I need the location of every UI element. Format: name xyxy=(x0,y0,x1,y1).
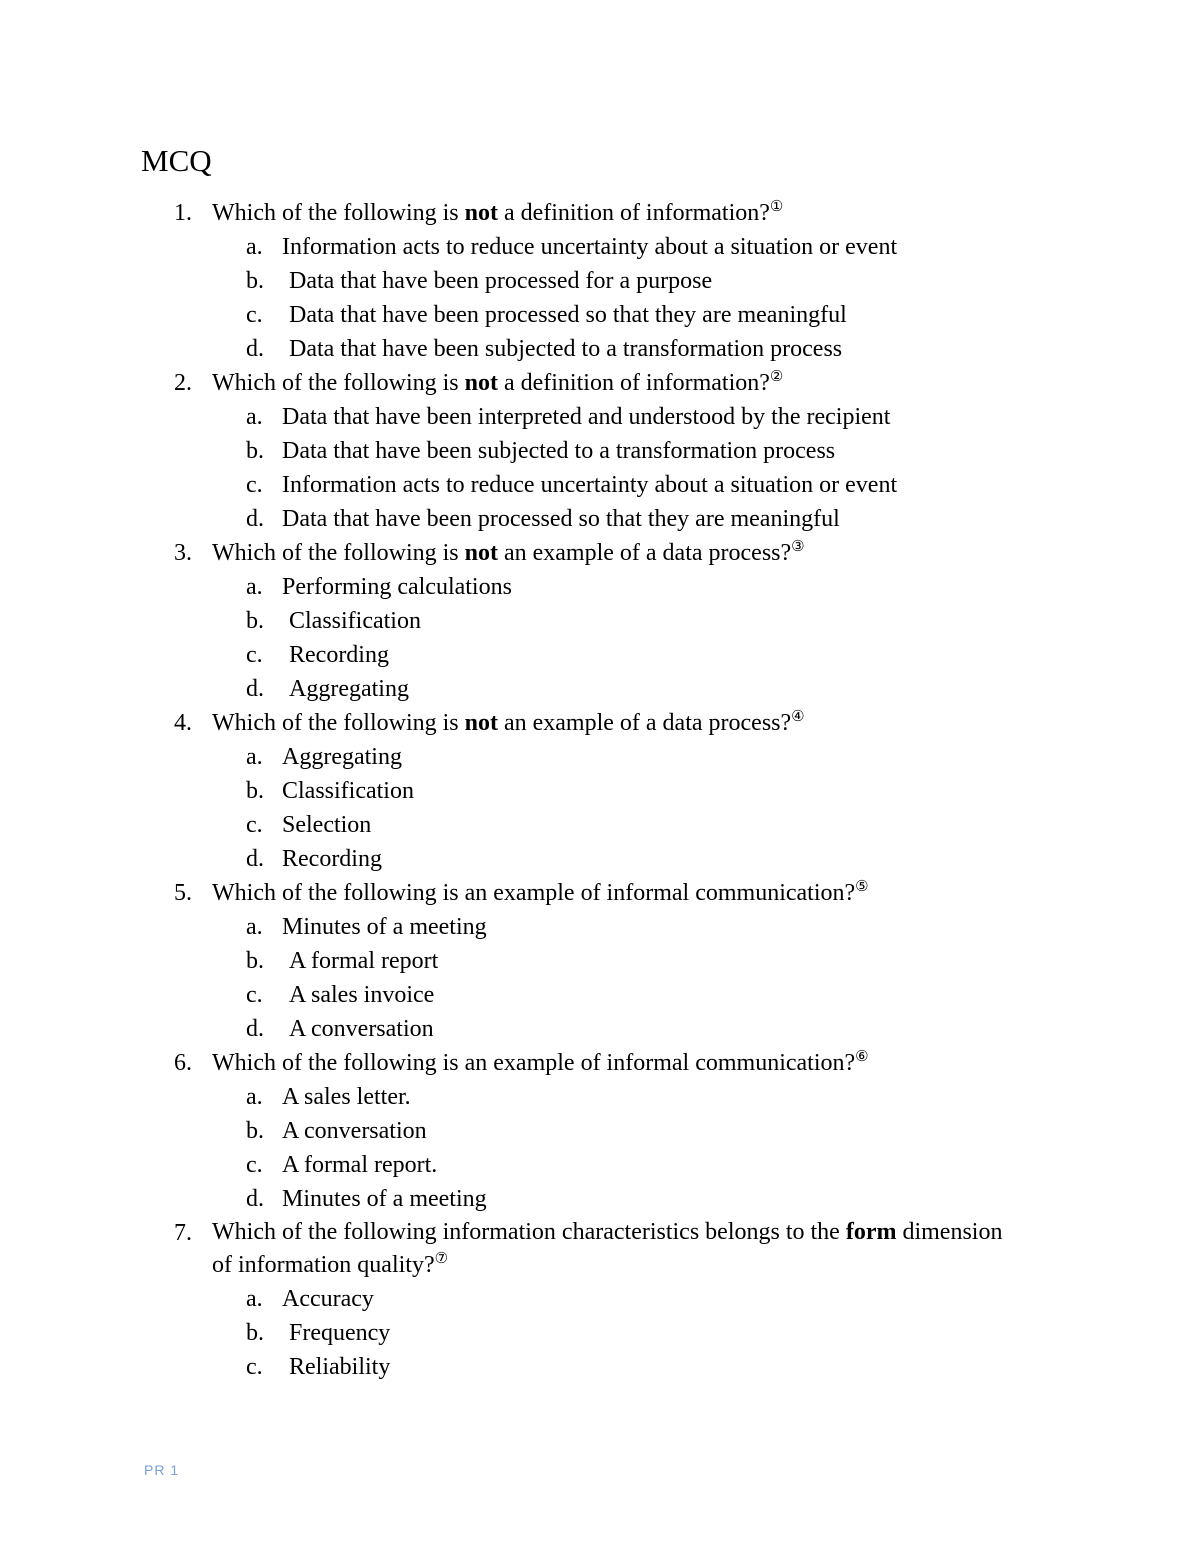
question-text xyxy=(212,706,1012,740)
question-marker: ① xyxy=(769,199,784,215)
question-number: 2. xyxy=(174,370,192,396)
option-letter: c. xyxy=(246,302,263,328)
answer-option xyxy=(0,570,1200,604)
question-text-part: an example of a data process? xyxy=(497,540,792,566)
option-text: Frequency xyxy=(289,1320,391,1346)
option-text: Accuracy xyxy=(282,1286,374,1312)
option-text: Data that have been processed for a purpose xyxy=(289,268,713,294)
question-number: 6. xyxy=(174,1050,192,1076)
question-marker: ⑦ xyxy=(434,1250,449,1267)
question-line xyxy=(0,1216,1200,1282)
option-letter: c. xyxy=(246,982,263,1008)
option-text: Aggregating xyxy=(289,676,409,702)
option-text: A conversation xyxy=(282,1118,427,1144)
answer-option xyxy=(0,298,1200,332)
question-marker: ⑤ xyxy=(855,879,869,895)
answer-option xyxy=(0,638,1200,672)
answer-option xyxy=(0,468,1200,502)
option-letter: b. xyxy=(246,268,264,294)
answer-option xyxy=(0,1316,1200,1350)
question-line xyxy=(0,1046,1200,1080)
option-text: Performing calculations xyxy=(282,574,512,600)
question-text xyxy=(212,196,1012,230)
question-text-part: Which of the following is an example of informal communication? xyxy=(212,880,856,906)
question-list xyxy=(0,196,1200,1384)
option-list xyxy=(0,1282,1200,1384)
option-letter: b. xyxy=(246,948,264,974)
option-text: Data that have been processed so that they are meaningful xyxy=(282,506,840,532)
answer-option xyxy=(0,1012,1200,1046)
option-letter: a. xyxy=(246,1084,263,1110)
option-list xyxy=(0,230,1200,366)
question-item xyxy=(0,1046,1200,1216)
answer-option xyxy=(0,808,1200,842)
answer-option xyxy=(0,502,1200,536)
option-letter: a. xyxy=(246,914,263,940)
question-text-part: Which of the following is xyxy=(212,200,465,226)
option-letter: d. xyxy=(246,336,264,362)
option-letter: a. xyxy=(246,1286,263,1312)
answer-option xyxy=(0,1080,1200,1114)
option-letter: d. xyxy=(246,676,264,702)
option-text: A sales invoice xyxy=(289,982,435,1008)
option-letter: a. xyxy=(246,574,263,600)
question-marker: ④ xyxy=(791,709,805,725)
option-text: Recording xyxy=(282,846,382,872)
option-text: Information acts to reduce uncertainty about a situation or event xyxy=(282,472,898,498)
option-letter: b. xyxy=(246,778,264,804)
option-letter: d. xyxy=(246,1016,264,1042)
question-number: 3. xyxy=(174,540,192,566)
option-text: Classification xyxy=(282,778,414,804)
question-text-part: Which of the following is xyxy=(212,710,465,736)
question-text-part: a definition of information? xyxy=(497,200,770,226)
answer-option xyxy=(0,842,1200,876)
question-emphasis: not xyxy=(464,710,498,736)
option-text: A formal report. xyxy=(282,1152,438,1178)
option-text: Recording xyxy=(289,642,389,668)
question-emphasis: not xyxy=(464,200,498,226)
answer-option xyxy=(0,1182,1200,1216)
question-item xyxy=(0,1216,1200,1384)
option-text: A conversation xyxy=(289,1016,434,1042)
option-text: Data that have been subjected to a transformation process xyxy=(282,438,836,464)
question-marker: ③ xyxy=(791,539,805,555)
question-text xyxy=(212,536,1012,570)
question-emphasis: not xyxy=(464,540,498,566)
answer-option xyxy=(0,1114,1200,1148)
answer-option xyxy=(0,944,1200,978)
answer-option xyxy=(0,910,1200,944)
option-text: Data that have been subjected to a transformation process xyxy=(289,336,843,362)
question-line xyxy=(0,366,1200,400)
answer-option xyxy=(0,400,1200,434)
question-text-part: an example of a data process? xyxy=(497,710,792,736)
question-text-part: a definition of information? xyxy=(497,370,770,396)
option-letter: c. xyxy=(246,1354,263,1380)
question-emphasis: form xyxy=(845,1219,897,1245)
option-letter: d. xyxy=(246,846,264,872)
question-item xyxy=(0,706,1200,876)
question-item xyxy=(0,366,1200,536)
answer-option xyxy=(0,604,1200,638)
question-number: 5. xyxy=(174,880,192,906)
answer-option xyxy=(0,672,1200,706)
question-item xyxy=(0,196,1200,366)
question-number: 1. xyxy=(174,200,192,226)
question-item xyxy=(0,876,1200,1046)
question-text xyxy=(212,1216,1012,1281)
option-text: Minutes of a meeting xyxy=(282,914,487,940)
option-text: Data that have been interpreted and understood by the recipient xyxy=(282,404,891,430)
option-letter: b. xyxy=(246,1118,264,1144)
answer-option xyxy=(0,978,1200,1012)
answer-option xyxy=(0,264,1200,298)
answer-option xyxy=(0,774,1200,808)
question-text xyxy=(212,366,1012,400)
answer-option xyxy=(0,230,1200,264)
answer-option xyxy=(0,434,1200,468)
option-letter: a. xyxy=(246,404,263,430)
question-marker: ② xyxy=(769,369,784,385)
answer-option xyxy=(0,1148,1200,1182)
option-letter: d. xyxy=(246,506,264,532)
question-text xyxy=(212,1046,1012,1080)
option-list xyxy=(0,910,1200,1046)
question-text-part: Which of the following is an example of informal communication? xyxy=(212,1050,856,1076)
option-text: Information acts to reduce uncertainty about a situation or event xyxy=(282,234,898,260)
question-line xyxy=(0,536,1200,570)
option-text: Aggregating xyxy=(282,744,402,770)
option-text: Data that have been processed so that they are meaningful xyxy=(289,302,847,328)
option-letter: b. xyxy=(246,608,264,634)
option-text: Reliability xyxy=(289,1354,391,1380)
question-text-part: dimension of information quality? xyxy=(212,1219,1003,1278)
answer-option xyxy=(0,1350,1200,1384)
option-letter: a. xyxy=(246,744,263,770)
option-text: A formal report xyxy=(289,948,439,974)
option-text: Classification xyxy=(289,608,421,634)
option-text: Selection xyxy=(282,812,372,838)
question-marker: ⑥ xyxy=(855,1049,869,1065)
option-list xyxy=(0,400,1200,536)
question-text-part: Which of the following is xyxy=(212,370,465,396)
option-list xyxy=(0,1080,1200,1216)
answer-option xyxy=(0,332,1200,366)
option-letter: c. xyxy=(246,472,263,498)
option-letter: a. xyxy=(246,234,263,260)
page-footer-mark: PR 1 xyxy=(144,1462,180,1478)
question-text-part: Which of the following is xyxy=(212,540,465,566)
option-letter: b. xyxy=(246,438,264,464)
answer-option xyxy=(0,740,1200,774)
question-line xyxy=(0,706,1200,740)
question-number: 7. xyxy=(174,1220,192,1246)
question-line xyxy=(0,196,1200,230)
page-title: MCQ xyxy=(141,143,212,178)
question-text-part: Which of the following information characteristics belongs to the xyxy=(212,1219,846,1245)
option-list xyxy=(0,740,1200,876)
question-text xyxy=(212,876,1012,910)
option-letter: c. xyxy=(246,1152,263,1178)
option-letter: b. xyxy=(246,1320,264,1346)
option-text: A sales letter. xyxy=(282,1084,411,1110)
question-number: 4. xyxy=(174,710,192,736)
option-letter: c. xyxy=(246,812,263,838)
option-letter: d. xyxy=(246,1186,264,1212)
question-emphasis: not xyxy=(464,370,498,396)
answer-option xyxy=(0,1282,1200,1316)
option-list xyxy=(0,570,1200,706)
option-letter: c. xyxy=(246,642,263,668)
question-item xyxy=(0,536,1200,706)
option-text: Minutes of a meeting xyxy=(282,1186,487,1212)
question-line xyxy=(0,876,1200,910)
